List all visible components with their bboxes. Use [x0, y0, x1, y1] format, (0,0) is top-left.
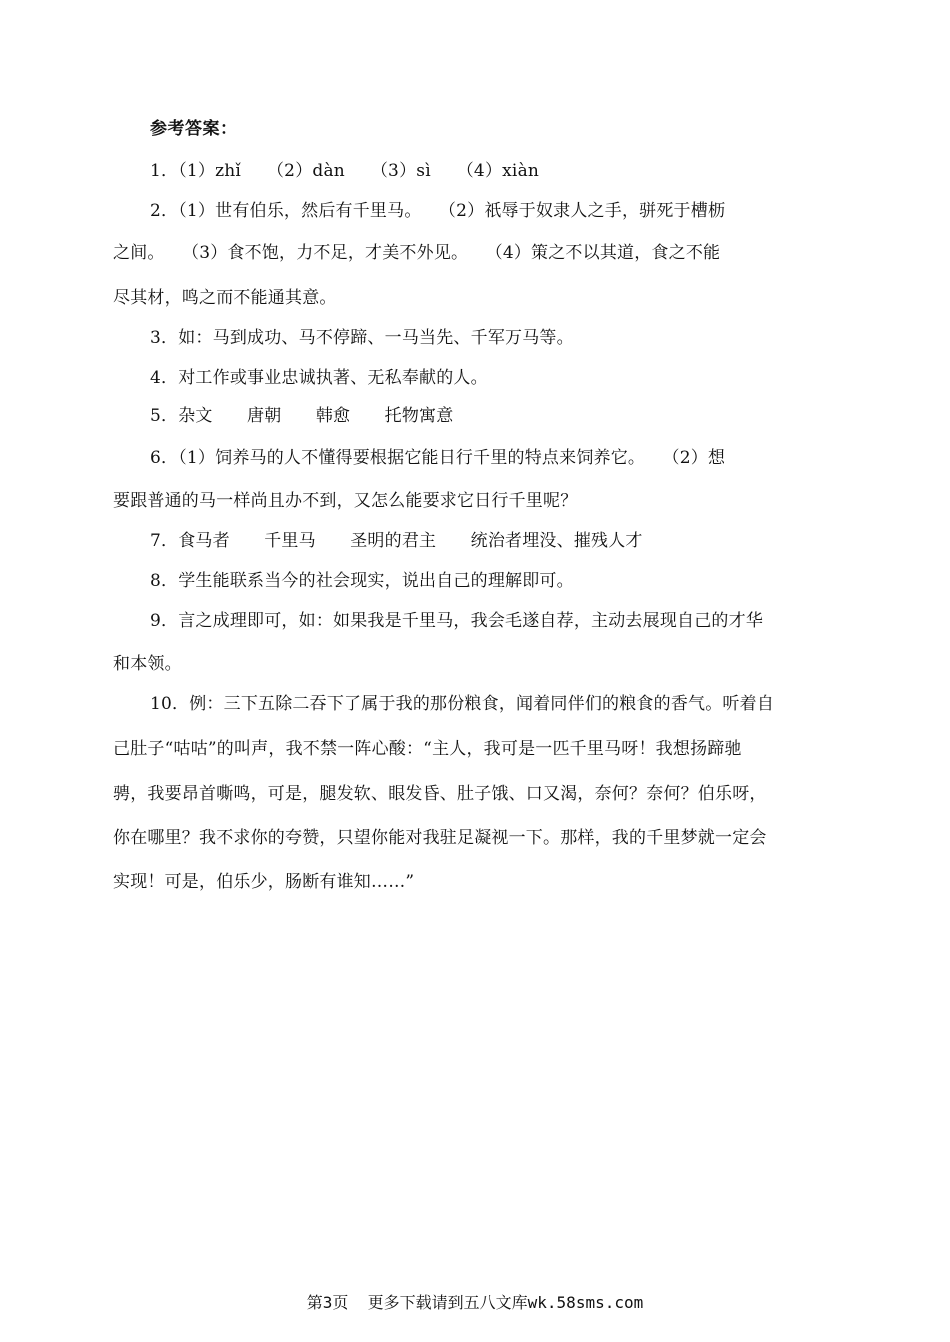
answer-line: 实现！可是，伯乐少，肠断有谁知……” — [113, 872, 415, 892]
answer-line: 要跟普通的马一样尚且办不到，又怎么能要求它日行千里呢？ — [113, 491, 578, 511]
answer-line: 5．杂文 唐朝 韩愈 托物寓意 — [150, 406, 454, 426]
answer-heading: 参考答案： — [150, 119, 238, 139]
answer-line: 2．（1）世有伯乐，然后有千里马。 （2）祇辱于奴隶人之手，骈死于槽枥 — [150, 201, 726, 221]
answer-line: 骋，我要昂首嘶鸣，可是，腿发软、眼发昏、肚子饿、口又渴，奈何？奈何？伯乐呀， — [113, 784, 767, 804]
answer-line: 10．例：三下五除二吞下了属于我的那份粮食，闻着同伴们的粮食的香气。听着自 — [150, 694, 775, 714]
answer-line: 3．如：马到成功、马不停蹄、一马当先、千军万马等。 — [150, 328, 574, 348]
answer-line: 7．食马者 千里马 圣明的君主 统治者埋没、摧残人才 — [150, 531, 643, 551]
answer-line: 和本领。 — [113, 654, 182, 674]
answer-line: 4．对工作或事业忠诚执著、无私奉献的人。 — [150, 368, 488, 388]
answer-line: 之间。 （3）食不饱，力不足，才美不外见。 （4）策之不以其道，食之不能 — [113, 243, 721, 263]
answer-line: 1．（1）zhǐ （2）dàn （3）sì （4）xiàn — [150, 161, 540, 181]
answer-line: 8．学生能联系当今的社会现实，说出自己的理解即可。 — [150, 571, 574, 591]
answer-line: 6．（1）饲养马的人不懂得要根据它能日行千里的特点来饲养它。 （2）想 — [150, 448, 726, 468]
answer-line: 你在哪里？我不求你的夸赞，只望你能对我驻足凝视一下。那样，我的千里梦就一定会 — [113, 828, 767, 848]
page-footer: 第3页 更多下载请到五八文库wk.58sms.com — [306, 1293, 644, 1312]
answer-line: 己肚子“咕咕”的叫声，我不禁一阵心酸：“主人，我可是一匹千里马呀！我想扬蹄驰 — [113, 739, 742, 759]
answer-line: 9．言之成理即可，如：如果我是千里马，我会毛遂自荐，主动去展现自己的才华 — [150, 611, 764, 631]
answer-line: 尽其材，鸣之而不能通其意。 — [113, 288, 337, 308]
